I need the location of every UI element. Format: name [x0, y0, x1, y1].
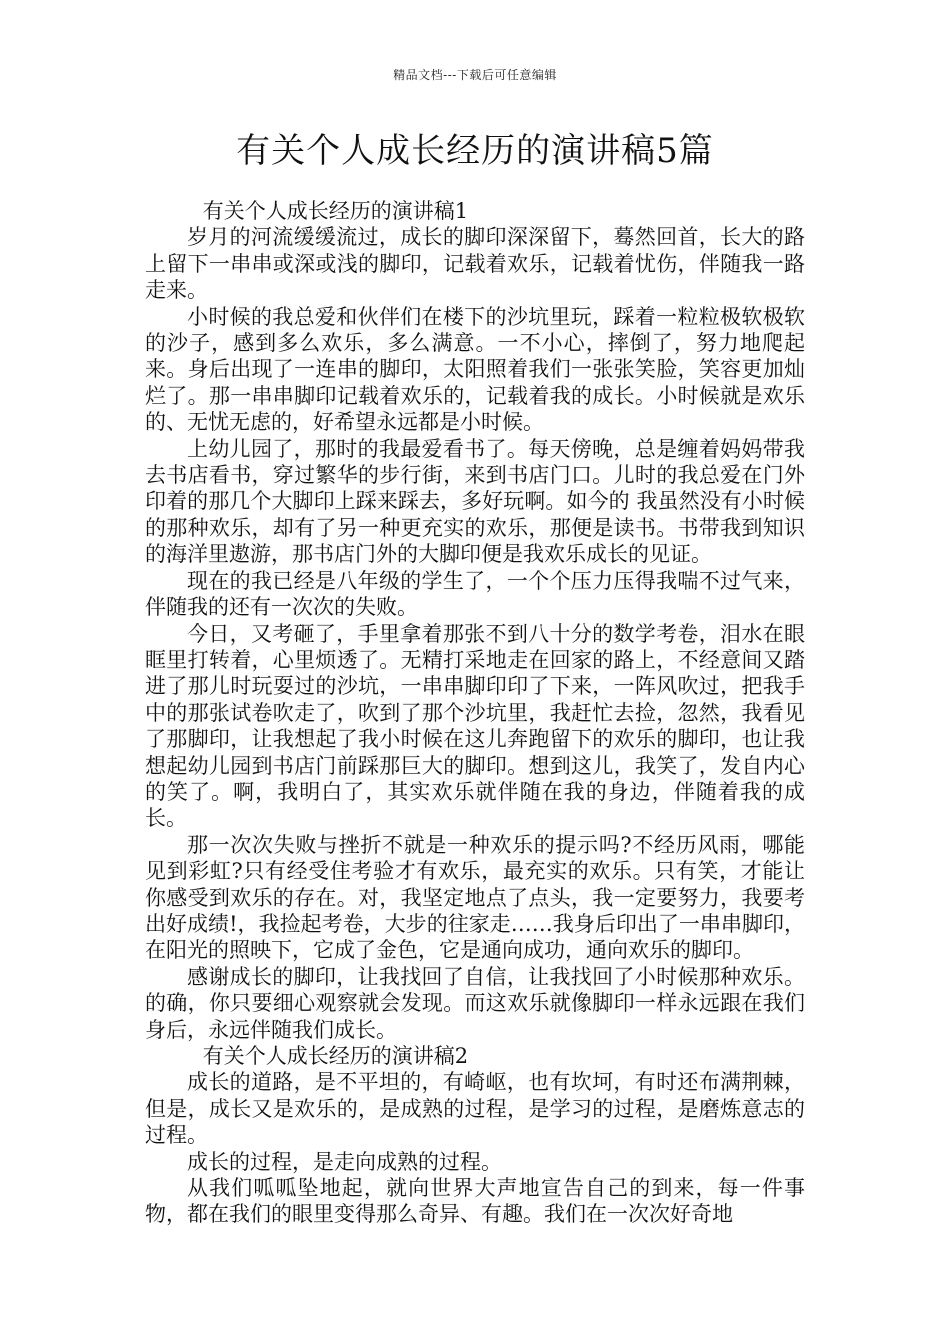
paragraph: 感谢成长的脚印，让我找回了自信，让我找回了小时候那种欢乐。的确，你只要细心观察就会发现。而这欢乐就像脚印一样永远跟在我们身后，永远伴随我们成长。	[145, 964, 805, 1042]
section-heading: 有关个人成长经历的演讲稿1	[202, 199, 469, 223]
paragraph: 那一次次失败与挫折不就是一种欢乐的提示吗?不经历风雨，哪能见到彩虹?只有经受住考验才有欢乐，最充实的欢乐。只有笑，才能让你感受到欢乐的存在。对，我坚定地点了点头，我一定要努力，我要考出好成绩!，我捡起考卷，大步的往家走……我身后印出了一串串脚印，在阳光的照映下，它成了金色，它是通向成功，通向欢乐的脚印。	[145, 832, 805, 963]
document-title: 有关个人成长经历的演讲稿5篇	[236, 131, 714, 171]
paragraph: 小时候的我总爱和伙伴们在楼下的沙坑里玩，踩着一粒粒极软极软的沙子，感到多么欢乐，多么满意。一不小心，摔倒了，努力地爬起来。身后出现了一连串的脚印，太阳照着我们一张张笑脸，笑容更加灿烂了。那一串串脚印记载着欢乐的，记载着我的成长。小时候就是欢乐的、无忧无虑的，好希望永远都是小时候。	[145, 304, 805, 435]
document-body	[145, 198, 805, 1228]
paragraph: 现在的我已经是八年级的学生了，一个个压力压得我喘不过气来，伴随我的还有一次次的失败。	[145, 568, 805, 620]
paragraph: 今日，又考砸了，手里拿着那张不到八十分的数学考卷，泪水在眼眶里打转着，心里烦透了。无精打采地走在回家的路上，不经意间又踏进了那儿时玩耍过的沙坑，一串串脚印印了下来，一阵风吹过，把我手中的那张试卷吹走了，吹到了那个沙坑里，我赶忙去捡，忽然，我看见了那脚印，让我想起了我小时候在这儿奔跑留下的欢乐的脚印，也让我想起幼儿园到书店门前踩那巨大的脚印。想到这儿，我笑了，发自内心的笑了。啊，我明白了，其实欢乐就伴随在我的身边，伴随着我的成长。	[145, 621, 805, 831]
paragraph: 从我们呱呱坠地起，就向世界大声地宣告自己的到来，每一件事物，都在我们的眼里变得那么奇异、有趣。我们在一次次好奇地	[145, 1176, 805, 1227]
paragraph: 上幼儿园了，那时的我最爱看书了。每天傍晚，总是缠着妈妈带我去书店看书，穿过繁华的步行街，来到书店门口。儿时的我总爱在门外印着的那几个大脚印上踩来踩去，多好玩啊。如今的 我虽然没有小时候的那种欢乐，却有了另一种更充实的欢乐，那便是读书。书带我到知识的海洋里遨游，那书店门外的大脚印便是我欢乐成长的见证。	[145, 436, 805, 567]
paragraph: 成长的过程，是走向成熟的过程。	[187, 1149, 502, 1174]
paragraph: 成长的道路，是不平坦的，有崎岖，也有坎坷，有时还布满荆棘，但是，成长又是欢乐的，是成熟的过程，是学习的过程，是磨炼意志的过程。	[145, 1070, 805, 1148]
header-note: 精品文档---下载后可任意编辑	[393, 68, 557, 82]
section-heading: 有关个人成长经历的演讲稿2	[202, 1044, 469, 1068]
paragraph: 岁月的河流缓缓流过，成长的脚印深深留下，蓦然回首，长大的路上留下一串串或深或浅的脚印，记载着欢乐，记载着忧伤，伴随我一路走来。	[145, 225, 805, 303]
